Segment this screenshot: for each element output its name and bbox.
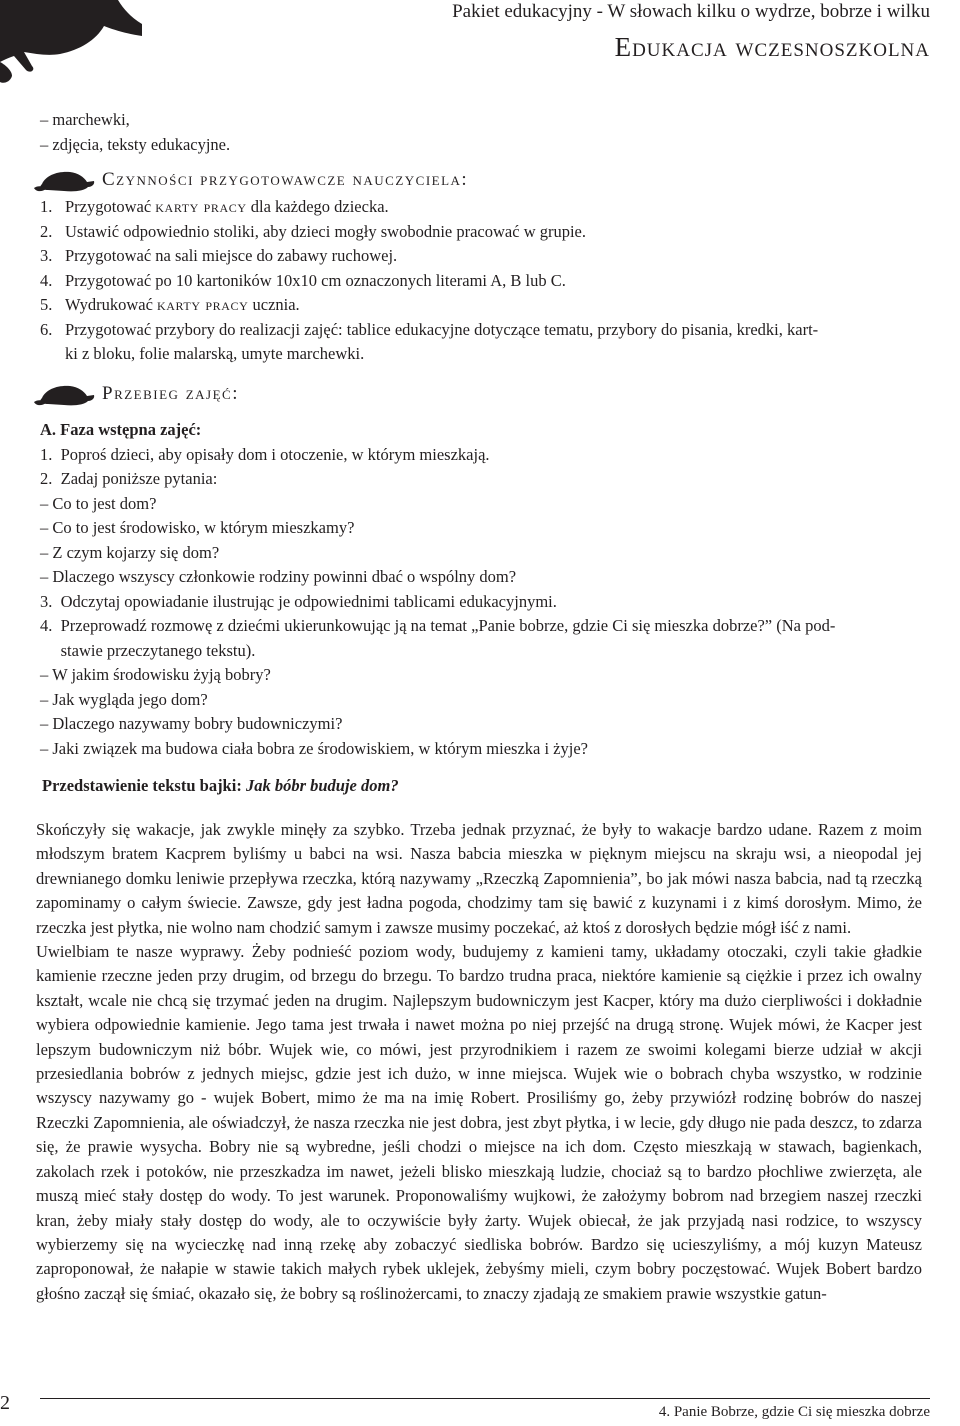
text: Wydrukować <box>65 295 158 314</box>
course-line: – Z czym kojarzy się dom? <box>40 542 220 562</box>
list-number: 3. <box>40 246 53 265</box>
footer-divider <box>40 1398 930 1399</box>
course-line: 2. Zadaj poniższe pytania: <box>40 469 218 488</box>
phase-a-heading: A. Faza wstępna zajęć: <box>40 419 202 439</box>
header-subtitle: Pakiet edukacyjny - W słowach kilku o wydrze, bobrze i wilku <box>452 1 930 22</box>
list-number: 2. <box>40 221 53 241</box>
story-title: Jak bóbr buduje dom? <box>245 776 399 795</box>
course-line: – Dlaczego nazywamy bobry budowniczymi? <box>40 714 343 733</box>
page-number: 2 <box>0 1392 10 1414</box>
course-line: – Dlaczego wszyscy członkowie rodziny powinni dbać o wspólny dom? <box>40 567 517 586</box>
small-caps-term: karty pracy <box>155 197 247 216</box>
list-number: 1. <box>40 197 53 216</box>
course-line: – Co to jest środowisko, w którym mieszkamy? <box>40 518 355 537</box>
course-line: – Jaki związek ma budowa ciała bobra ze środowiskiem, w którym mieszka i żyje? <box>40 738 588 758</box>
text: Ustawić odpowiednio stoliki, aby dzieci mogły swobodnie pracować w grupie. <box>65 221 587 241</box>
text: Przygotować po 10 kartoników 10x10 cm oznaczonych literami A, B lub C. <box>65 270 566 290</box>
prep-list-item <box>40 269 920 294</box>
beaver-silhouette-icon <box>34 383 96 407</box>
list-number: 4. <box>40 270 53 290</box>
footer-chapter: 4. Panie Bobrze, gdzie Ci się mieszka dobrze <box>658 1404 930 1420</box>
course-line: – Jak wygląda jego dom? <box>40 689 208 709</box>
course-line: 4. Przeprowadź rozmowę z dziećmi ukierunkowując ją na temat „Panie bobrze, gdzie Ci się mieszka dobrze?” (Na pod- <box>40 616 836 635</box>
header-title: Edukacja wczesnoszkolna <box>614 32 930 62</box>
course-line: – W jakim środowisku żyją bobry? <box>40 665 271 684</box>
prep-list-item <box>40 293 920 318</box>
intro-list-item: – zdjęcia, teksty edukacyjne. <box>40 134 231 154</box>
story-title-line <box>40 773 920 799</box>
course-line: stawie przeczytanego tekstu). <box>40 640 256 660</box>
text: Przygotować na sali miejsce do zabawy ruchowej. <box>65 246 398 265</box>
prep-list-item <box>40 195 920 220</box>
prep-list-item <box>40 220 920 245</box>
list-number: 5. <box>40 295 53 314</box>
section-heading-text: Przebieg zajęć: <box>102 382 239 404</box>
course-line: 3. Odczytaj opowiadanie ilustrując je odpowiednimi tablicami edukacyjnymi. <box>40 591 557 611</box>
story-paragraph: Skończyły się wakacje, jak zwykle minęły za szybko. Trzeba jednak przyznać, że były to wakacje bardzo udane. Razem z moim młodszym bratem Kacprem byliśmy u babci na wsi. Nasza babcia mieszka w pięknym miejscu na skraju wsi, a nieopodal jej drewnianego domku leniwie przepływa rzeczka, którą nazywamy „Rzeczką Zapomnienia”, bo jak mówi nasza babcia, nad tą rzeczką zapominamy o całym świecie. Zawsze, gdy jest ładna pogoda, chodzimy tam się bawić z kuzynami i z kimś dorosłym. Mimo, że rzeczka jest płytka, nie wolno nam chodzić samym i zawsze musimy poczekać, aż ktoś z dorosłych będzie mógł iść z nami. <box>36 820 922 937</box>
main-content <box>40 108 920 799</box>
section-heading-prep <box>40 167 920 193</box>
text: ki z bloku, folie malarską, umyte marchewki. <box>65 344 365 363</box>
course-line: – Co to jest dom? <box>40 493 157 513</box>
text: ucznia. <box>248 295 300 314</box>
course-line: 1. Poproś dzieci, aby opisały dom i otoczenie, w którym mieszkają. <box>40 444 490 464</box>
story-paragraph: Uwielbiam te nasze wyprawy. Żeby podnieść poziom wody, budujemy z kamieni tamy, układamy otoczaki, czyli takie gładkie kamienie rzeczne jeden przy drugim, od brzegu do brzegu. To bardzo trudna praca, niektóre kamienie są ciężkie i przez ich owalny kształt, wcale nie chcą się trzymać jeden na drugim. Najlepszym budowniczym jest Kacper, który ma dużo cierpliwości i dokładnie wybiera odpowiednie kamienie. Jego tama jest trwała i nawet można po niej przejść na drugą stronę. Wujek mówi, że Kacper jest lepszym budowniczym niż bóbr. Wujek wie, co mówi, jest przyrodnikiem i razem ze swoimi kolegami bierze udział w akcji przesiedlania bobrów z jednych miejsc, gdzie jest ich dużo, w inne miejsca. Wujek wie o bobrach chyba wszystko, w rodzinie wszyscy nazywamy go - wujek Bobert, mimo że ma na imię Robert. Prosiliśmy go, żeby przywiózł rodzinę bobrów do naszej Rzeczki Zapomnienia, ale oświadczył, że nasza rzeczka nie jest dobra, jest zbyt płytka, i w lecie, gdy długo nie pada deszcz, to zdarza się, że prawie wysycha. Bobry nie są wybredne, jeśli chodzi o miejsce na ich dom. Często mieszkają w stawach, bagienkach, zakolach rzek i potoków, nie przeszkadza im nawet, jeżeli blisko mieszkają ludzie, chociaż są to bardzo płochliwe zwierzęta, ale muszą mieć stały dostęp do wody. To jest warunek. Proponowaliśmy wujkowi, że założymy bobrom nad brzegiem naszej rzeczki kran, żeby miały stały dostęp do wody, ale to oczywiście były żarty. Wujek obiecał, że jak przyjadą nasi rodzice, to wszyscy wybierzemy się na wycieczkę nad inną rzekę aby zobaczyć siedliska bobrów. Bardzo się ucieszyliśmy, a mój kuzyn Mateusz zaproponował, że nałapie w stawie takich małych rybek uklejek, żebyśmy mieli, czym bobry poczęstować. Wujek Bobert bardzo głośno zaczął się śmiać, okazało się, że bobry są roślinożercami, to znaczy zjadają ze smakiem prawie wszystkie gatun- <box>36 942 922 1303</box>
text: Przygotować przybory do realizacji zajęć: tablice edukacyjne dotyczące tematu, przybory do pisania, kredki, kart- <box>65 319 819 339</box>
intro-list-item: – marchewki, <box>40 110 130 129</box>
section-heading-course <box>40 381 920 407</box>
beaver-silhouette-icon <box>34 169 96 193</box>
story-body <box>36 818 922 1306</box>
section-heading-text: Czynności przygotowawcze nauczyciela: <box>102 169 469 190</box>
beaver-silhouette-icon <box>0 0 142 88</box>
list-number: 6. <box>40 319 53 339</box>
prep-list-item <box>40 244 920 269</box>
small-caps-term: karty pracy <box>157 295 249 314</box>
story-label: Przedstawienie tekstu bajki: <box>42 776 246 795</box>
text: Przygotować <box>65 197 156 216</box>
prep-list-item <box>40 318 920 367</box>
text: dla każdego dziecka. <box>246 197 389 216</box>
